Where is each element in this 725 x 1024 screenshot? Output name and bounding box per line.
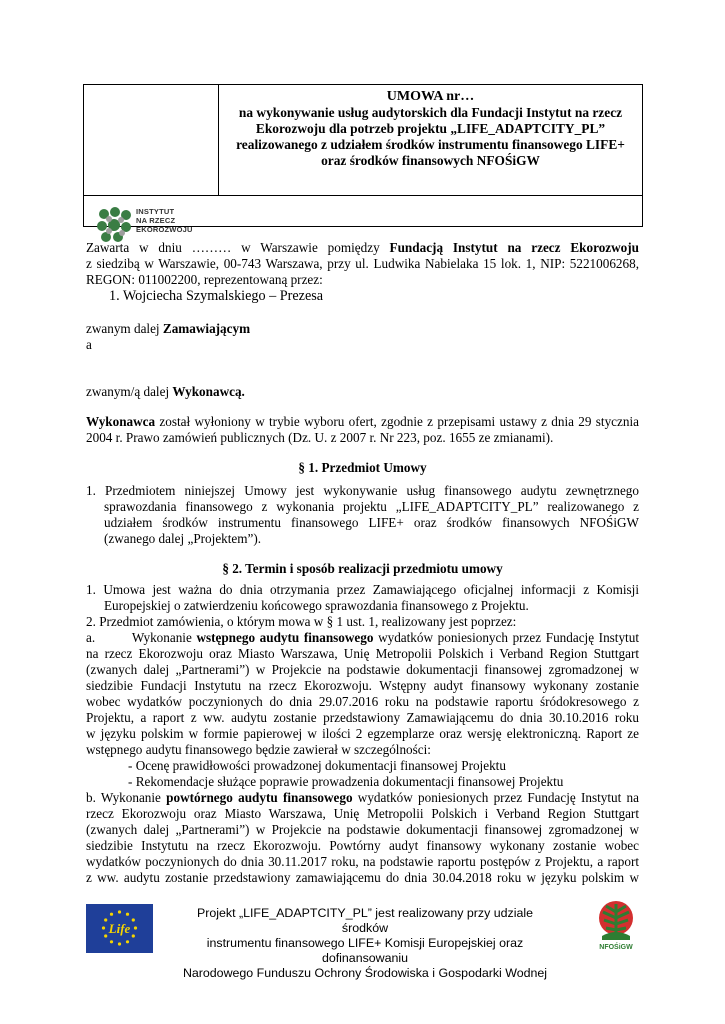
audit-term: powtórnego audytu finansowego (166, 790, 353, 805)
item-a-line: (zwanych dalej „Partnerami”) w Projekcie na podstawie dokumentacji finansowej zgromadzonej w (86, 662, 639, 677)
item-b-line: z ww. audytu zostanie przedstawiony zamawiającemu do dnia 30.04.2018 roku w języku polskim w (86, 870, 639, 885)
contractor-term: Wykonawca (86, 414, 156, 429)
intro-line (86, 240, 639, 256)
text: b. Wykonanie (86, 790, 167, 805)
selection-line (86, 414, 639, 430)
section-1-line: 1. Przedmiotem niniejszej Umowy jest wykonywanie usług finansowego audytu zewnętrznego (86, 483, 639, 498)
text: zwanym dalej (86, 321, 163, 336)
item-b-line (86, 790, 639, 806)
footer-line: instrumentu finansowego LIFE+ Komisji Europejskiej oraz dofinansowaniu (206, 936, 524, 965)
life-text: Life (108, 921, 131, 936)
text: wydatków poniesionych przez Fundację Instytut na (352, 790, 639, 805)
item-a-line (86, 630, 639, 646)
selection-line: 2004 r. Prawo zamówień publicznych (Dz. U. z 2007 r. Nr 223, poz. 1655 ze zmianami). (86, 430, 554, 445)
client-term: Zamawiającym (162, 321, 251, 336)
eu-life-logo (86, 904, 153, 953)
header-table (83, 84, 643, 234)
section-1-line: (zwanego dalej „Projektem”). (104, 531, 262, 546)
title-line: realizowanego z udziałem środków instrumentu finansowego LIFE+ (236, 137, 625, 152)
item-a-line: w języku polskim w formie papierowej w ilości 2 egzemplarze oraz wersję elektroniczną. Raport ze (86, 726, 639, 741)
footer-funding-note (180, 906, 550, 981)
footer-line: Narodowego Funduszu Ochrony Środowiska i Gospodarki Wodnej (182, 966, 548, 980)
logo-line: EKOROZWOJU (136, 225, 193, 234)
title-line: Ekorozwoju dla potrzeb projektu „LIFE_ADAPTCITY_PL” (255, 121, 606, 136)
item-b-line: wydatków poczynionych do dnia 30.11.2017 roku, na podstawie raportu postępów z Projektu, a raport (86, 854, 639, 869)
eu-flag-icon (86, 904, 153, 953)
section-2-line: 2. Przedmiot zamówienia, o którym mowa w § 1 ust. 1, realizowany jest poprzez: (86, 614, 517, 629)
item-b-line: rzecz Ekorozwoju oraz Miasto Warszawa, Unię Metropolii Polskich i Verband Region Stuttgart (86, 806, 639, 821)
item-a-line: wobec wydatków poczynionych do dnia 29.07.2016 roku na podstawie raportu śródokresowego z (86, 694, 639, 709)
item-a-line: Projektu, a raport z ww. audytu zostanie przedstawiony Zamawiającemu do dnia 30.10.2016 roku (86, 710, 639, 725)
title-line: oraz środków finansowych NFOŚiGW (321, 153, 540, 168)
nfosigw-logo (596, 900, 636, 952)
contract-number: UMOWA nr… (386, 89, 475, 104)
item-b-line: siedzibie Instytutu na rzecz Ekorozwoju. Powtórny audyt finansowy wykonany zostanie wobec (86, 838, 639, 853)
logo-line: NA RZECZ (136, 216, 176, 225)
section-1-heading: § 1. Przedmiot Umowy (298, 460, 427, 475)
bullet-item: - Rekomendacje służące poprawie prowadzenia dokumentacji finansowej Projektu (128, 774, 564, 789)
section-2-heading: § 2. Termin i sposób realizacji przedmiotu umowy (222, 561, 503, 576)
audit-term: wstępnego audytu finansowego (196, 630, 374, 645)
ine-logo-text (136, 207, 193, 234)
item-a-line: siedzibie Fundacji Instytutu na rzecz Ekorozwoju. Wstępny audyt finansowy wykonany zostanie (86, 678, 639, 693)
logo-line: INSTYTUT (136, 207, 175, 216)
party-name: Fundacją Instytut na rzecz Ekorozwoju (389, 240, 639, 255)
contractor-term: Wykonawcą. (172, 384, 245, 399)
text: Zawarta w dniu ……… w Warszawie pomiędzy (86, 240, 390, 255)
contract-title (219, 89, 642, 169)
nfosigw-text: NFOŚiGW (599, 944, 633, 951)
title-line: na wykonywanie usług audytorskich dla Fundacji Instytut na rzecz (238, 105, 623, 120)
ine-logo-icon (96, 206, 134, 244)
text: wydatków poniesionych przez Fundację Instytut (373, 630, 639, 645)
and-line: a (86, 337, 92, 352)
representative: 1. Wojciecha Szymalskiego – Prezesa (109, 288, 324, 304)
intro-line: z siedzibą w Warszawie, 00-743 Warszawa, przy ul. Ludwika Nabielaka 15 lok. 1, NIP: 5221006268, (86, 256, 639, 271)
section-1-line: sprawozdania finansowego z wykonania projektu „LIFE_ADAPTCITY_PL” realizowanego z (104, 499, 639, 514)
item-a-line: na rzecz Ekorozwoju oraz Miasto Warszawa, Unię Metropolii Polskich i Verband Region Stuttgart (86, 646, 639, 661)
intro-line: REGON: 011002200, reprezentowaną przez: (86, 272, 323, 287)
footer-line: Projekt „LIFE_ADAPTCITY_PL” jest realizowany przy udziale środków (196, 906, 534, 935)
contractor-line (86, 384, 639, 400)
section-2-line: 1. Umowa jest ważna do dnia otrzymania przez Zamawiającego oficjalnej informacji z Komisji (86, 582, 639, 597)
item-b-line: (zwanych dalej „Partnerami”) w Projekcie na podstawie dokumentacji finansowej zgromadzonej w (86, 822, 639, 837)
item-a-line: wstępnego audytu finansowego będzie zawierał w szczególności: (86, 742, 431, 757)
text: został wyłoniony w trybie wyboru ofert, zgodnie z przepisami ustawy z dnia 29 stycznia (155, 414, 639, 429)
nfosigw-tree-icon (596, 900, 636, 952)
table-divider (84, 195, 642, 196)
text: zwanym/ą dalej (86, 384, 173, 399)
client-line (86, 321, 639, 337)
text: a. Wykonanie (86, 630, 197, 645)
section-2-line: Europejskiej o zatwierdzeniu końcowego sprawozdania finansowego z Projektu. (104, 598, 529, 613)
bullet-item: - Ocenę prawidłowości prowadzonej dokumentacji finansowej Projektu (128, 758, 506, 773)
section-1-line: udziałem środków instrumentu finansowego LIFE+ oraz środków finansowych NFOŚiGW (104, 515, 639, 530)
